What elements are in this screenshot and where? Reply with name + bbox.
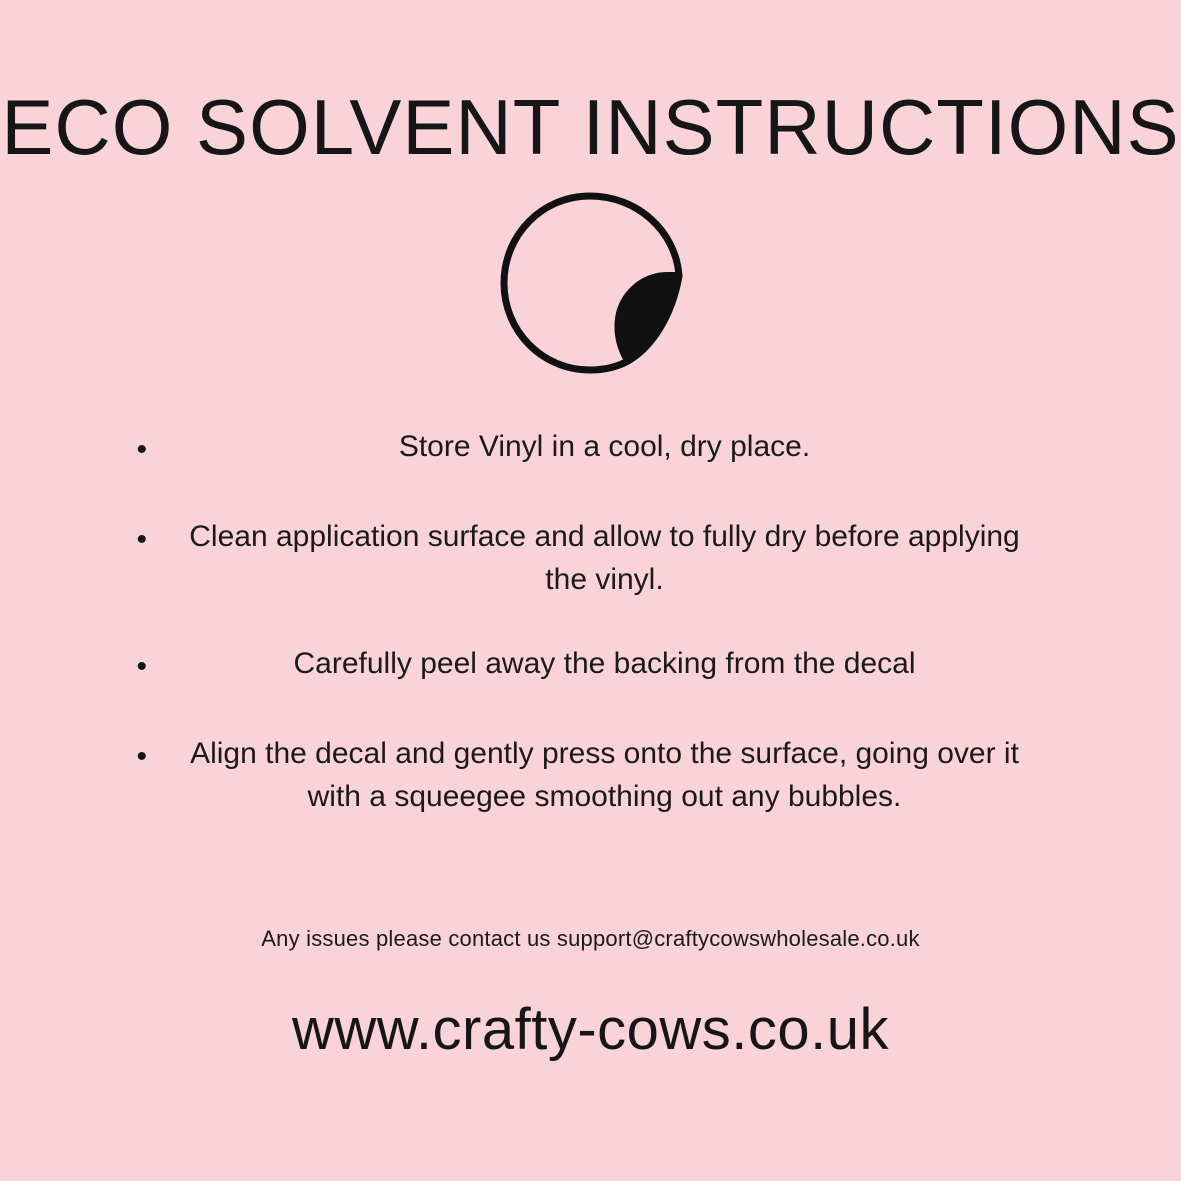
list-item-text: Store Vinyl in a cool, dry place. — [398, 430, 811, 463]
support-contact-text: Any issues please contact us support@craftycowswholesale.co.uk — [261, 926, 920, 952]
website-url: www.crafty-cows.co.uk — [291, 997, 890, 1063]
instruction-list — [131, 426, 1051, 818]
list-item — [131, 516, 1051, 601]
list-item-text: Clean application surface and allow to fully dry before applying the vinyl. — [189, 520, 1020, 596]
list-item — [131, 426, 1051, 474]
bullet-marker-icon: • — [136, 740, 148, 774]
peeling-sticker-icon — [486, 188, 696, 388]
list-item — [131, 643, 1051, 691]
bullet-marker-icon: • — [136, 433, 148, 466]
bullet-marker-icon: • — [136, 650, 148, 684]
page-title: ECO SOLVENT INSTRUCTIONS — [1, 83, 1180, 171]
bullet-marker-icon: • — [136, 523, 148, 556]
list-item-text: Align the decal and gently press onto the surface, going over it with a squeegee smoothing out any bubbles. — [190, 737, 1019, 813]
list-item-text: Carefully peel away the backing from the decal — [293, 647, 916, 681]
list-item — [131, 733, 1051, 818]
